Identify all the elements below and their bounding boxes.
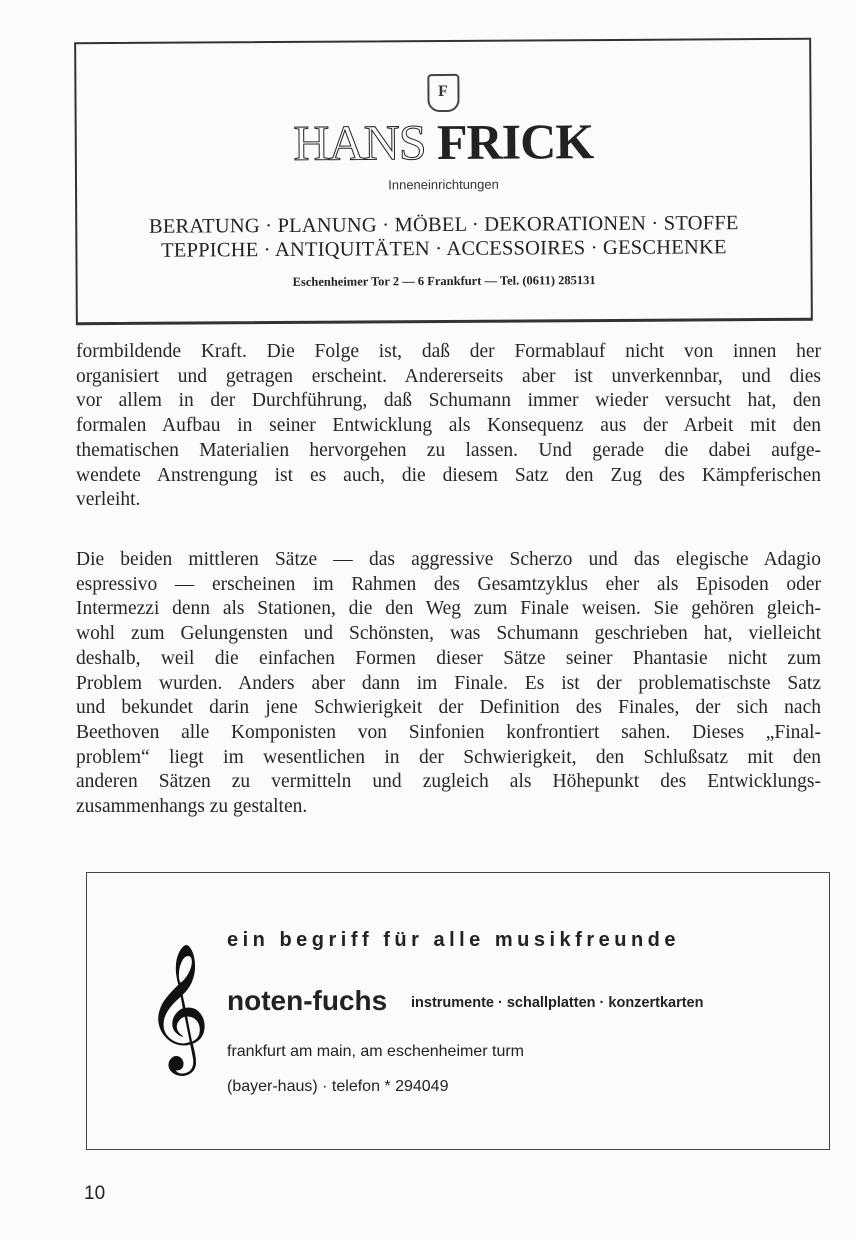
shop-offerings: instrumente · schallplatten · konzertkarten <box>411 995 704 1011</box>
brand-name-bold: FRICK <box>436 113 594 171</box>
text-line: Problem wurden. Anders aber dann im Finale. Es ist der problematischste Satz <box>76 672 821 694</box>
ad-slogan: ein begriff für alle musikfreunde <box>227 929 681 951</box>
text-line: deshalb, weil die einfachen Formen dieser Sätze seiner Phantasie nicht zum <box>76 647 821 669</box>
text-line: Intermezzi denn als Stationen, die den Weg zum Finale weisen. Sie gehören gleich- <box>76 598 821 620</box>
text-line: zusammenhangs zu gestalten. <box>76 796 308 818</box>
text-line: Die beiden mittleren Sätze — das aggressive Scherzo und das elegische Adagio <box>76 549 821 570</box>
article-paragraph-1 <box>76 340 821 513</box>
text-line: wohl zum Gelungensten und Schönsten, was Schumann geschrieben hat, vielleicht <box>76 623 821 645</box>
text-line: wendete Anstrengung ist es auch, die diesem Satz den Zug des Kämpferischen <box>76 464 821 486</box>
shop-address-line-1: frankfurt am main, am eschenheimer turm <box>227 1043 524 1060</box>
text-line: vor allem in der Durchführung, daß Schumann immer wieder versucht hat, den <box>76 390 821 412</box>
text-line: problem“ liegt im wesentlichen in der Schwierigkeit, den Schlußsatz mit den <box>76 746 821 768</box>
hans-frick-advertisement <box>74 38 813 325</box>
text-line: thematischen Materialien hervorgehen zu lassen. Und gerade die dabei aufge- <box>76 439 821 461</box>
text-line: Beethoven alle Komponisten von Sinfonien konfrontiert sahen. Dieses „Final- <box>76 721 821 743</box>
services-line-2: TEPPICHE · ANTIQUITÄTEN · ACCESSOIRES · GESCHENKE <box>161 236 727 262</box>
shop-address: Eschenheimer Tor 2 — 6 Frankfurt — Tel. (0611) 285131 <box>292 273 596 289</box>
article-paragraph-2 <box>76 548 821 820</box>
brand-name-light: HANS <box>293 114 426 171</box>
text-line: formbildende Kraft. Die Folge ist, daß der Formablauf nicht von innen her <box>76 341 821 362</box>
text-line: formalen Aufbau in seiner Entwicklung als Konsequenz aus der Arbeit mit den <box>76 415 821 437</box>
text-line: organisiert und getragen erscheint. Andererseits aber ist unverkennbar, und dies <box>76 365 821 387</box>
brand-name <box>77 110 810 174</box>
text-line: espressivo — erscheinen im Rahmen des Gesamtzyklus eher als Episoden oder <box>76 573 821 595</box>
noten-fuchs-advertisement <box>86 872 830 1150</box>
shop-name: noten-fuchs <box>227 985 388 1016</box>
text-line: und bekundet darin jene Schwierigkeit der Definition des Finales, der sich nach <box>76 697 821 719</box>
shop-address-line-2: (bayer-haus) · telefon * 294049 <box>227 1078 449 1095</box>
page-number: 10 <box>84 1183 106 1204</box>
text-line: anderen Sätzen zu vermitteln und zugleich als Höhepunkt des Entwicklungs- <box>76 771 821 793</box>
treble-clef-icon: 𝄞 <box>145 942 211 1070</box>
services-line-1: BERATUNG · PLANUNG · MÖBEL · DEKORATIONEN · STOFFE <box>148 212 739 238</box>
crest-logo-icon: F <box>427 74 459 112</box>
text-line: verleiht. <box>76 489 141 511</box>
brand-subtitle: Inneneinrichtungen <box>388 176 499 193</box>
